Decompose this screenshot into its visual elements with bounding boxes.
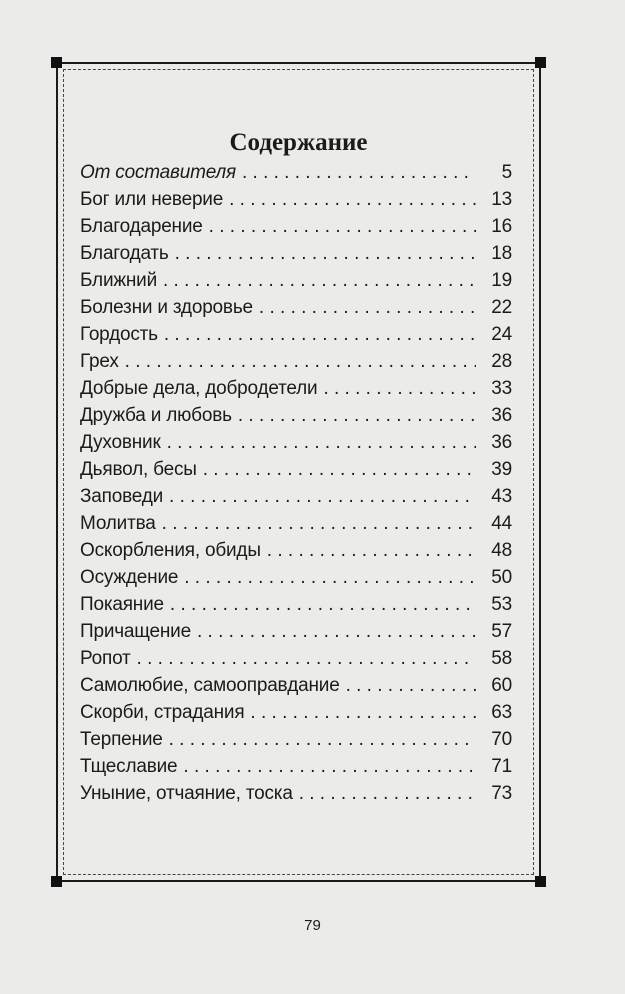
- toc-dot-leader: [242, 162, 476, 184]
- toc-entry-label: От составителя: [80, 162, 236, 183]
- toc-entry: [80, 486, 512, 513]
- toc-entry: [80, 216, 512, 243]
- toc-entry: [80, 783, 512, 810]
- toc-entry-label: Ропот: [80, 648, 131, 669]
- toc-entry-label: Молитва: [80, 513, 156, 534]
- toc-entry-page: 60: [491, 675, 512, 696]
- toc-dot-leader: [299, 783, 476, 805]
- toc-entry: [80, 432, 512, 459]
- toc-entry-label: Скорби, страдания: [80, 702, 245, 723]
- toc-entry-label: Грех: [80, 351, 119, 372]
- toc-entry-page: 44: [491, 513, 512, 534]
- toc-entry: [80, 189, 512, 216]
- toc-entry-label: Причащение: [80, 621, 191, 642]
- toc-entry-label: Добрые дела, добродетели: [80, 378, 318, 399]
- toc-entry-label: Гордость: [80, 324, 158, 345]
- toc-dot-leader: [183, 756, 476, 778]
- toc-dot-leader: [250, 702, 476, 724]
- toc-entry-page: 36: [491, 432, 512, 453]
- toc-entry-label: Духовник: [80, 432, 161, 453]
- toc-entry: [80, 513, 512, 540]
- toc-entry-label: Покаяние: [80, 594, 164, 615]
- toc-entry: [80, 567, 512, 594]
- toc-entry-label: Самолюбие, самооправдание: [80, 675, 340, 696]
- toc-entry: [80, 243, 512, 270]
- toc-entry-label: Бог или неверие: [80, 189, 224, 210]
- toc-entry-label: Оскорбления, обиды: [80, 540, 261, 561]
- toc-entry-label: Благодать: [80, 243, 169, 264]
- frame-corner-ornament: [535, 57, 546, 68]
- toc-entry-page: 36: [491, 405, 512, 426]
- toc-entry: [80, 270, 512, 297]
- toc-entry-page: 19: [491, 270, 512, 291]
- toc-entry-page: 18: [491, 243, 512, 264]
- toc-dot-leader: [162, 513, 476, 535]
- toc-dot-leader: [184, 567, 476, 589]
- toc-entry-label: Дружба и любовь: [80, 405, 232, 426]
- toc-entry: [80, 594, 512, 621]
- toc-entry-page: 63: [491, 702, 512, 723]
- page-number: 79: [304, 917, 321, 934]
- toc-entry-page: 28: [491, 351, 512, 372]
- toc-entry: [80, 324, 512, 351]
- toc-entry-page: 24: [491, 324, 512, 345]
- toc-entry-page: 71: [491, 756, 512, 777]
- toc-entry: [80, 162, 512, 189]
- toc-entry-page: 22: [491, 297, 512, 318]
- toc-dot-leader: [170, 594, 476, 616]
- toc-entry-page: 53: [491, 594, 512, 615]
- toc-entry-page: 70: [491, 729, 512, 750]
- toc-entry: [80, 648, 512, 675]
- toc-dot-leader: [137, 648, 476, 670]
- toc-dot-leader: [229, 189, 476, 211]
- toc-dot-leader: [169, 729, 476, 751]
- toc-entry-label: Благодарение: [80, 216, 203, 237]
- toc-entry-page: 48: [491, 540, 512, 561]
- toc-entry: [80, 405, 512, 432]
- toc-entry-page: 33: [491, 378, 512, 399]
- toc-title: Содержание: [229, 128, 368, 156]
- toc-entry: [80, 540, 512, 567]
- toc-entry-page: 16: [491, 216, 512, 237]
- toc-dot-leader: [203, 459, 476, 481]
- toc-dot-leader: [175, 243, 476, 265]
- toc-entry-page: 39: [491, 459, 512, 480]
- toc-entry-label: Тщеславие: [80, 756, 178, 777]
- toc-entry-page: 5: [501, 162, 512, 183]
- toc-dot-leader: [323, 378, 476, 400]
- toc-entry-label: Болезни и здоровье: [80, 297, 253, 318]
- toc-dot-leader: [209, 216, 476, 238]
- toc-entry-page: 73: [491, 783, 512, 804]
- toc-entry-label: Терпение: [80, 729, 163, 750]
- toc-entry: [80, 675, 512, 702]
- frame-corner-ornament: [535, 876, 546, 887]
- toc-entry-page: 13: [491, 189, 512, 210]
- toc-entry-label: Уныние, отчаяние, тоска: [80, 783, 293, 804]
- toc-dot-leader: [167, 432, 476, 454]
- toc-dot-leader: [163, 270, 476, 292]
- toc-dot-leader: [125, 351, 476, 373]
- toc-dot-leader: [164, 324, 476, 346]
- toc-dot-leader: [267, 540, 476, 562]
- toc-dot-leader: [259, 297, 476, 319]
- toc-entry: [80, 378, 512, 405]
- toc-entry-label: Ближний: [80, 270, 157, 291]
- toc-entry-label: Дьявол, бесы: [80, 459, 197, 480]
- toc-entry: [80, 351, 512, 378]
- toc-dot-leader: [169, 486, 476, 508]
- toc-dot-leader: [197, 621, 476, 643]
- toc-entry-label: Осуждение: [80, 567, 179, 588]
- toc-entry: [80, 702, 512, 729]
- toc-list: [80, 162, 512, 810]
- toc-entry: [80, 621, 512, 648]
- toc-entry: [80, 297, 512, 324]
- toc-entry-page: 58: [491, 648, 512, 669]
- toc-dot-leader: [346, 675, 476, 697]
- toc-dot-leader: [238, 405, 476, 427]
- frame-corner-ornament: [51, 57, 62, 68]
- toc-entry-label: Заповеди: [80, 486, 164, 507]
- frame-corner-ornament: [51, 876, 62, 887]
- toc-entry-page: 43: [491, 486, 512, 507]
- toc-entry: [80, 459, 512, 486]
- toc-entry-page: 50: [491, 567, 512, 588]
- toc-entry-page: 57: [491, 621, 512, 642]
- toc-entry: [80, 756, 512, 783]
- toc-entry: [80, 729, 512, 756]
